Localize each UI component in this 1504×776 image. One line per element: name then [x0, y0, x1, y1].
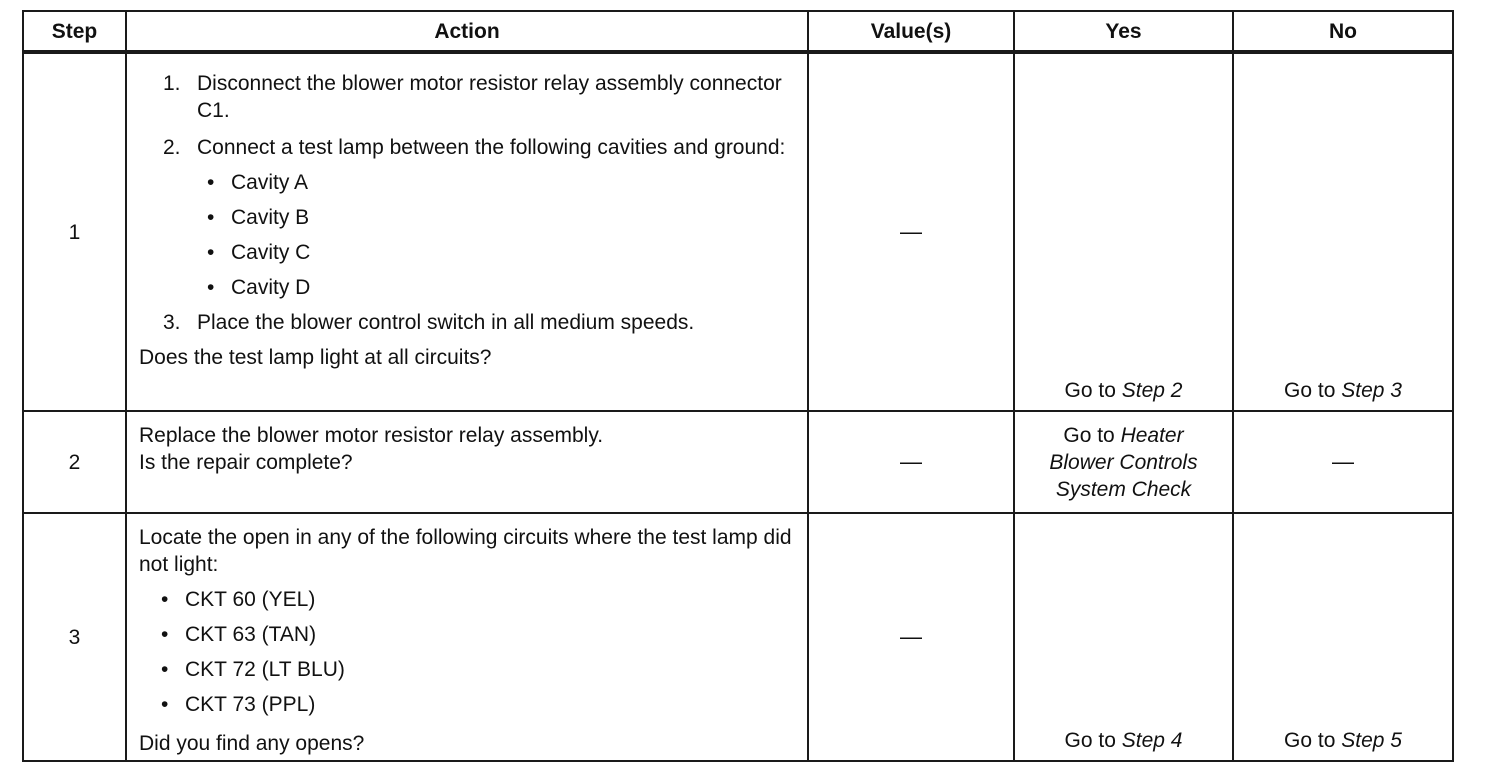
circuit-label: CKT 73 (PPL) [185, 693, 316, 716]
list-item [207, 239, 797, 266]
bullet-icon: • [207, 171, 215, 194]
yes-line-3: System Check [1055, 477, 1192, 501]
table-row-step-3 [23, 513, 1453, 761]
value-cell [808, 411, 1014, 513]
yes-target: Heater [1120, 423, 1184, 447]
yes-target: Step 4 [1121, 729, 1183, 752]
table-row-step-2 [23, 411, 1453, 513]
list-item [161, 621, 797, 648]
circuit-label: CKT 72 (LT BLU) [185, 658, 345, 681]
circuit-label: CKT 63 (TAN) [185, 623, 317, 646]
cavity-label: Cavity C [231, 241, 311, 264]
header-values: Value(s) [808, 11, 1014, 52]
list-item [161, 586, 797, 613]
yes-prefix: Go to [1064, 729, 1122, 752]
action-content [139, 412, 797, 476]
action-cell [126, 513, 808, 761]
numbered-step [163, 309, 797, 336]
circuit-list [161, 586, 797, 718]
step-index: 2. [163, 136, 181, 159]
list-item [207, 204, 797, 231]
list-item [161, 691, 797, 718]
value-dash: — [900, 219, 922, 244]
bullet-icon: • [207, 206, 215, 229]
yes-line-1 [1015, 422, 1232, 449]
value-cell [808, 52, 1014, 411]
no-prefix: Go to [1284, 729, 1342, 752]
step-number: 1 [23, 52, 126, 411]
numbered-step [163, 134, 797, 161]
bullet-icon: • [161, 693, 169, 716]
cavity-label: Cavity A [231, 171, 309, 194]
value-dash: — [900, 449, 922, 474]
question-text: Is the repair complete? [139, 451, 353, 474]
no-cell [1233, 513, 1453, 761]
no-dash: — [1332, 449, 1354, 474]
intro-text: Locate the open in any of the following circuits where the test lamp did not light: [139, 526, 792, 576]
step-index: 1. [163, 72, 181, 95]
diagnostic-table [22, 10, 1454, 762]
header-yes: Yes [1014, 11, 1233, 52]
list-item [207, 169, 797, 196]
yes-cell [1014, 411, 1233, 513]
value-dash: — [900, 624, 922, 649]
no-cell [1233, 411, 1453, 513]
numbered-step [163, 70, 797, 124]
question-text: Does the test lamp light at all circuits? [139, 346, 492, 369]
header-no: No [1233, 11, 1453, 52]
step-text: Disconnect the blower motor resistor relay assembly connector C1. [197, 72, 782, 122]
yes-cell [1014, 513, 1233, 761]
bullet-icon: • [161, 623, 169, 646]
yes-prefix: Go to [1063, 423, 1121, 447]
action-content [139, 54, 797, 371]
bullet-icon: • [207, 276, 215, 299]
question-text: Did you find any opens? [139, 732, 365, 755]
yes-cell [1014, 52, 1233, 411]
no-target: Step 5 [1341, 729, 1402, 752]
action-cell [126, 411, 808, 513]
step-number: 2 [23, 411, 126, 513]
no-prefix: Go to [1284, 379, 1342, 402]
list-item [207, 274, 797, 301]
table-row-step-1 [23, 52, 1453, 411]
step-text: Place the blower control switch in all medium speeds. [197, 311, 695, 334]
action-line: Replace the blower motor resistor relay assembly. [139, 424, 604, 447]
step-number: 3 [23, 513, 126, 761]
cavity-label: Cavity B [231, 206, 310, 229]
bullet-icon: • [161, 588, 169, 611]
bullet-icon: • [207, 241, 215, 264]
cavity-list [207, 169, 797, 301]
yes-target: Step 2 [1121, 379, 1183, 402]
value-cell [808, 513, 1014, 761]
action-cell [126, 52, 808, 411]
bullet-icon: • [161, 658, 169, 681]
yes-prefix: Go to [1064, 379, 1122, 402]
header-row [23, 11, 1453, 52]
circuit-label: CKT 60 (YEL) [185, 588, 316, 611]
no-target: Step 3 [1341, 379, 1402, 402]
yes-line-2: Blower Controls [1049, 450, 1198, 474]
step-index: 3. [163, 311, 181, 334]
cavity-label: Cavity D [231, 276, 311, 299]
action-content [139, 514, 797, 757]
no-cell [1233, 52, 1453, 411]
header-step: Step [23, 11, 126, 52]
header-action: Action [126, 11, 808, 52]
step-text: Connect a test lamp between the following cavities and ground: [197, 136, 786, 159]
list-item [161, 656, 797, 683]
